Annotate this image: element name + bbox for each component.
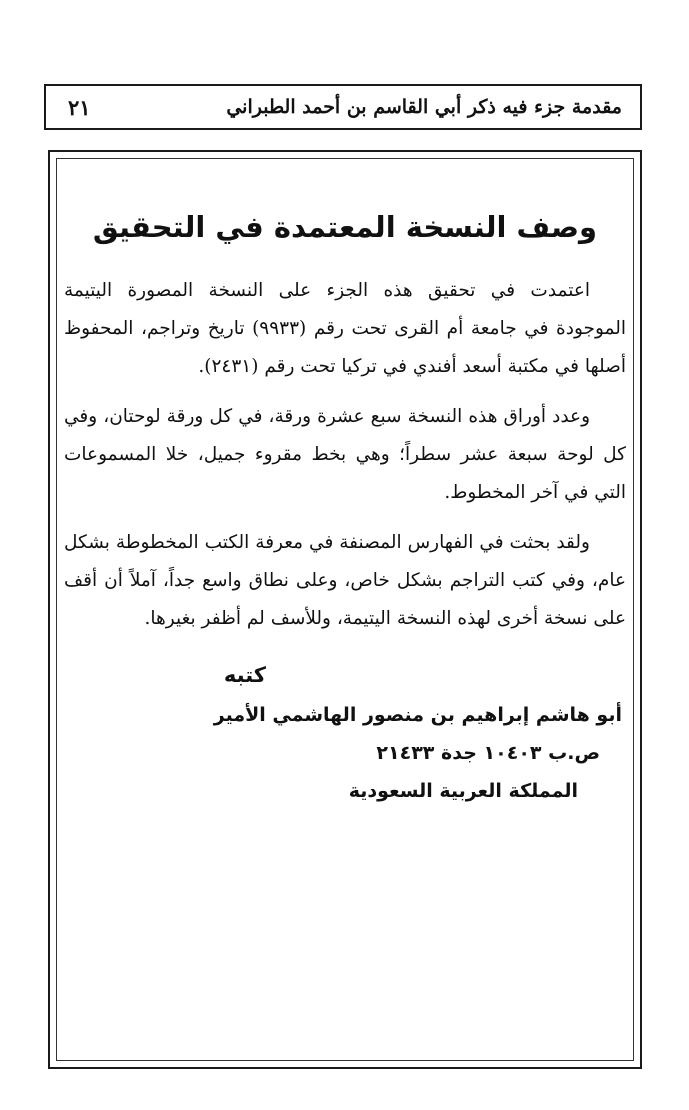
author-country: المملكة العربية السعودية [348,780,578,802]
running-header [44,84,642,130]
author-address: ص.ب ١٠٤٠٣ جدة ٢١٤٣٣ [376,742,600,764]
section-title: وصف النسخة المعتمدة في التحقيق [92,210,598,244]
paragraph-1: اعتمدت في تحقيق هذه الجزء على النسخة المصورة اليتيمة الموجودة في جامعة أم القرى تحت رقم (٩٩٣٣) تاريخ وتراجم، المحفوظ أصلها في مكتبة أسعد أفندي في تركيا تحت رقم (٢٤٣١). [64,280,626,377]
page-body [64,158,626,810]
signature-block [64,654,626,810]
running-header-title: مقدمة جزء فيه ذكر أبي القاسم بن أحمد الطبراني [226,96,622,118]
page-number: ٢١ [68,94,91,120]
paragraphs [64,272,626,638]
paragraph-3: ولقد بحثت في الفهارس المصنفة في معرفة الكتب المخطوطة بشكل عام، وفي كتب التراجم بشكل خاص، وعلى نطاق واسع جداً، آملاً أن أقف على نسخة أخرى لهذه النسخة اليتيمة، وللأسف لم أظفر بغيرها. [64,532,626,629]
signature-label: كتبه [223,663,266,687]
paragraph-2: وعدد أوراق هذه النسخة سبع عشرة ورقة، في كل ورقة لوحتان، وفي كل لوحة سبعة عشر سطراً؛ وهي بخط مقروء جميل، خلا المسموعات التي في آخر المخطوط. [64,406,626,503]
author-name: أبو هاشم إبراهيم بن منصور الهاشمي الأمير [213,704,622,726]
